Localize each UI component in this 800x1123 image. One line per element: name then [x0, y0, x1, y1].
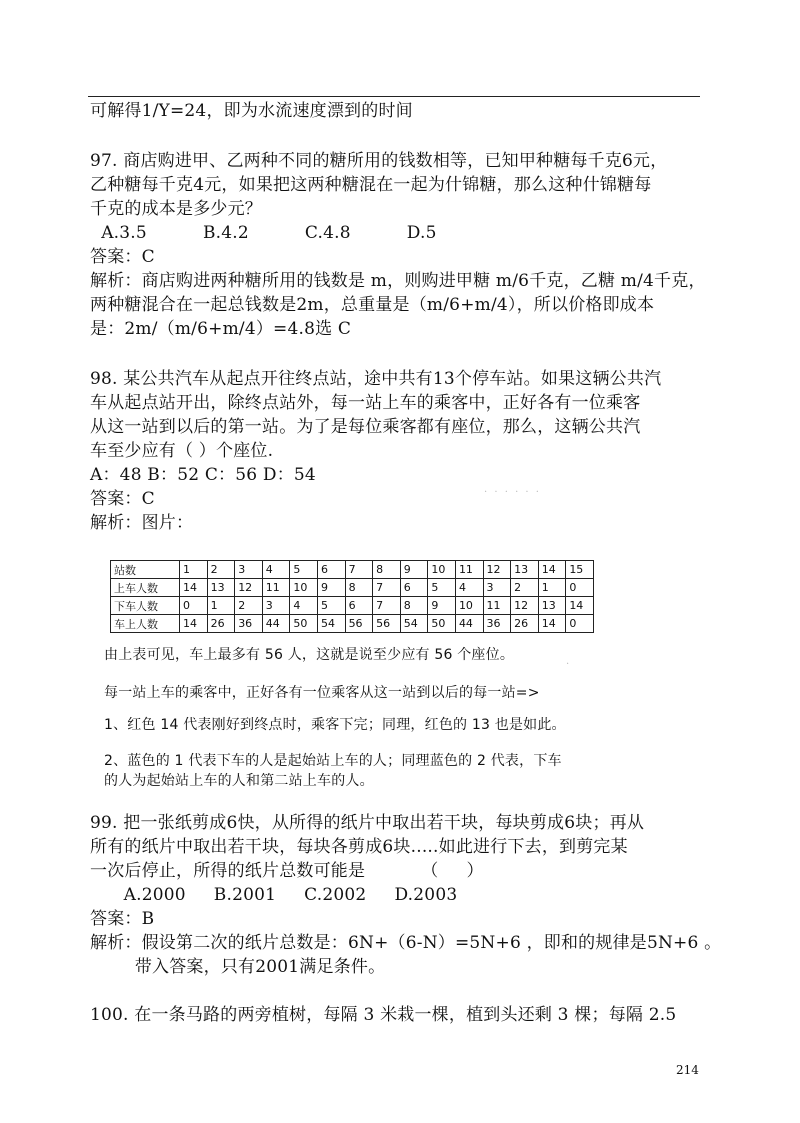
header-rule [88, 96, 700, 97]
table-cell: 13 [538, 597, 566, 615]
q97-options: A.3.5 B.4.2 C.4.8 D.5 [90, 223, 437, 243]
table-cell: 3 [483, 579, 511, 597]
table-cell: 6 [345, 597, 373, 615]
table-cell: 36 [235, 615, 263, 633]
table-cell: 2 [207, 561, 235, 579]
q97-text-line-1: 97. 商店购进甲、乙两种不同的糖所用的钱数相等，已知甲种糖每千克6元， [90, 151, 668, 171]
table-cell: 12 [511, 597, 539, 615]
table-cell: 26 [511, 615, 539, 633]
table-cell: 10 [455, 597, 483, 615]
q98-options: A：48 B：52 C：56 D：54 [90, 465, 316, 485]
table-cell: 1 [180, 561, 208, 579]
q98-text-line-4: 车至少应有（ ）个座位. [90, 441, 274, 461]
table-cell: 12 [483, 561, 511, 579]
table-cell: 6 [400, 579, 428, 597]
table-cell: 0 [566, 615, 594, 633]
table-cell: 15 [566, 561, 594, 579]
q98-note-2: 每一站上车的乘客中，正好各有一位乘客从这一站到以后的每一站=> [104, 685, 540, 701]
table-cell: 44 [262, 615, 290, 633]
table-cell: 2 [511, 579, 539, 597]
table-cell: 36 [483, 615, 511, 633]
table-row-label: 下车人数 [111, 597, 180, 615]
table-cell: 50 [428, 615, 456, 633]
table-cell: 9 [400, 561, 428, 579]
table-cell: 8 [345, 579, 373, 597]
q99-text-line-2: 所有的纸片中取出若干块，每块各剪成6块.....如此进行下去，到剪完某 [90, 837, 628, 857]
table-row-label: 站数 [111, 561, 180, 579]
q99-text-line-3: 一次后停止，所得的纸片总数可能是 （ ） [90, 861, 484, 881]
bus-stop-table [110, 560, 594, 633]
q98-note-4: 2、蓝色的 1 代表下车的人是起始站上车的人；同理蓝色的 2 代表，下车 [104, 753, 562, 769]
table-cell: 13 [511, 561, 539, 579]
table-row [111, 579, 594, 597]
q97-answer: 答案：C [90, 247, 155, 267]
table-cell: 11 [455, 561, 483, 579]
table-cell: 14 [538, 561, 566, 579]
table-cell: 5 [428, 579, 456, 597]
q97-analysis-line-3: 是：2m/（m/6+m/4）=4.8选 C [90, 319, 352, 339]
table-cell: 2 [235, 597, 263, 615]
table-cell: 0 [180, 597, 208, 615]
q99-analysis-line-2: 带入答案，只有2001满足条件。 [90, 957, 386, 977]
table-cell: 11 [483, 597, 511, 615]
table-cell: 7 [345, 561, 373, 579]
table-cell: 14 [180, 579, 208, 597]
q97-text-line-3: 千克的成本是多少元？ [90, 199, 262, 219]
q98-note-1: 由上表可见，车上最多有 56 人，这就是说至少应有 56 个座位。 [104, 647, 515, 663]
q97-analysis-line-1: 解析：商店购进两种糖所用的钱数是 m，则购进甲糖 m/6千克，乙糖 m/4千克， [90, 271, 706, 291]
table-cell: 4 [455, 579, 483, 597]
q98-note-5: 的人为起始站上车的人和第二站上车的人。 [104, 773, 374, 789]
q98-note-3: 1、红色 14 代表刚好到终点时，乘客下完；同理，红色的 13 也是如此。 [104, 717, 566, 733]
table-cell: 26 [207, 615, 235, 633]
q98-text-line-1: 98. 某公共汽车从起点开往终点站，途中共有13个停车站。如果这辆公共汽 [90, 369, 662, 389]
table-cell: 9 [428, 597, 456, 615]
q99-options: A.2000 B.2001 C.2002 D.2003 [90, 885, 458, 905]
table-cell: 11 [262, 579, 290, 597]
q97-text-line-2: 乙种糖每千克4元，如果把这两种糖混在一起为什锦糖，那么这种什锦糖每 [90, 175, 652, 195]
table-cell: 12 [235, 579, 263, 597]
q97-analysis-line-2: 两种糖混合在一起总钱数是2m，总重量是（m/6+m/4），所以价格即成本 [90, 295, 655, 315]
page-number: 214 [676, 1063, 699, 1077]
scan-artifact: . . . . . . [484, 484, 541, 495]
table-cell: 1 [207, 597, 235, 615]
table-row [111, 597, 594, 615]
table-cell: 8 [373, 561, 401, 579]
table-cell: 6 [317, 561, 345, 579]
table-cell: 56 [373, 615, 401, 633]
table-cell: 13 [207, 579, 235, 597]
table-cell: 7 [373, 597, 401, 615]
table-cell: 8 [400, 597, 428, 615]
table-cell: 14 [566, 597, 594, 615]
table-row [111, 615, 594, 633]
table-cell: 3 [262, 597, 290, 615]
q99-answer: 答案：B [90, 909, 155, 929]
table-cell: 14 [538, 615, 566, 633]
table-cell: 44 [455, 615, 483, 633]
table-cell: 14 [180, 615, 208, 633]
table-cell: 54 [400, 615, 428, 633]
scan-artifact: . [566, 656, 570, 667]
table-cell: 9 [317, 579, 345, 597]
q99-analysis-line-1: 解析：假设第二次的纸片总数是：6N+（6-N）=5N+6 ，即和的规律是5N+6 。 [90, 933, 722, 953]
table-cell: 3 [235, 561, 263, 579]
q100-text-line-1: 100. 在一条马路的两旁植树，每隔 3 米栽一棵，植到头还剩 3 棵；每隔 2.5 [90, 1005, 677, 1025]
table-cell: 5 [317, 597, 345, 615]
q98-text-line-2: 车从起点站开出，除终点站外，每一站上车的乘客中，正好各有一位乘客 [90, 393, 641, 413]
q98-answer: 答案：C [90, 489, 155, 509]
table-cell: 56 [345, 615, 373, 633]
previous-solution-line: 可解得1/Y=24，即为水流速度漂到的时间 [90, 101, 413, 121]
table-cell: 4 [290, 597, 318, 615]
table-cell: 4 [262, 561, 290, 579]
table-row-label: 车上人数 [111, 615, 180, 633]
q98-analysis: 解析：图片： [90, 513, 194, 533]
table-cell: 54 [317, 615, 345, 633]
table-cell: 5 [290, 561, 318, 579]
table-row [111, 561, 594, 579]
table-cell: 0 [566, 579, 594, 597]
q99-text-line-1: 99. 把一张纸剪成6快，从所得的纸片中取出若干块，每块剪成6块；再从 [90, 813, 645, 833]
table-cell: 10 [428, 561, 456, 579]
table-cell: 10 [290, 579, 318, 597]
table-cell: 1 [538, 579, 566, 597]
table-row-label: 上车人数 [111, 579, 180, 597]
table-cell: 50 [290, 615, 318, 633]
q98-text-line-3: 从这一站到以后的第一站。为了是每位乘客都有座位，那么，这辆公共汽 [90, 417, 641, 437]
table-cell: 7 [373, 579, 401, 597]
